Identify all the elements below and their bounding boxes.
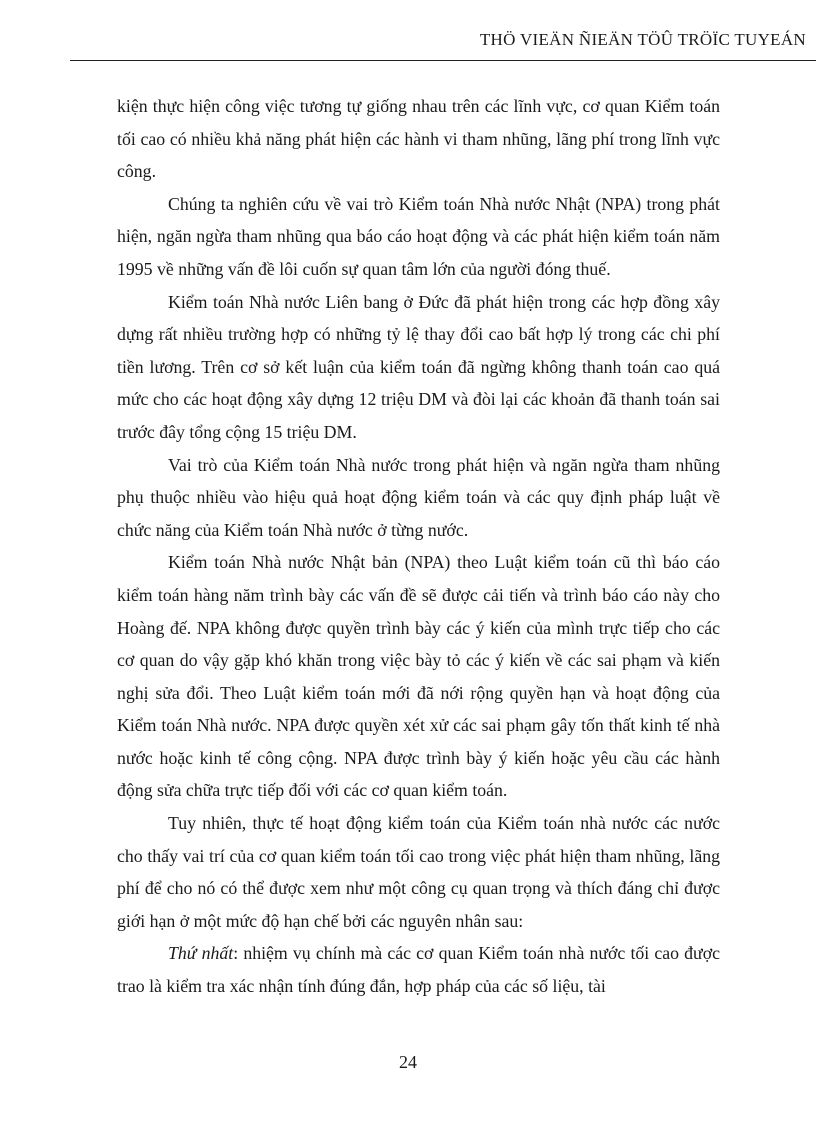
paragraph: Vai trò của Kiểm toán Nhà nước trong phát hiện và ngăn ngừa tham nhũng phụ thuộc nhiều vào hiệu quả hoạt động kiểm toán và các quy định pháp luật về chức năng của Kiểm toán Nhà nước ở từng nước. bbox=[117, 454, 720, 540]
paragraph: Kiểm toán Nhà nước Liên bang ở Đức đã phát hiện trong các hợp đồng xây dựng rất nhiều trường hợp có những tỷ lệ thay đổi cao bất hợp lý trong các chi phí tiền lương. Trên cơ sở kết luận của kiểm toán đã ngừng không thanh toán cao quá mức cho các hoạt động xây dựng 12 triệu DM và đòi lại các khoản đã thanh toán sai trước đây tổng cộng 15 triệu DM. bbox=[117, 291, 720, 442]
paragraph-lead: Thứ nhất bbox=[168, 943, 234, 964]
paragraph: Chúng ta nghiên cứu về vai trò Kiểm toán Nhà nước Nhật (NPA) trong phát hiện, ngăn ngừa tham nhũng qua báo cáo hoạt động và các phát hiện kiểm toán năm 1995 về những vấn đề lôi cuốn sự quan tâm lớn của người đóng thuế. bbox=[117, 193, 720, 279]
body-text bbox=[117, 90, 720, 1003]
paragraph-text: : nhiệm vụ chính mà các cơ quan Kiểm toán nhà nước tối cao được trao là kiểm tra xác nhận tính đúng đắn, hợp pháp của các số liệu, tài bbox=[117, 943, 720, 997]
page-header: THÖ VIEÄN ÑIEÄN TÖÛ TRÖÏC TUYEÁN bbox=[479, 30, 806, 49]
header-divider bbox=[70, 60, 816, 61]
paragraph: kiện thực hiện công việc tương tự giống nhau trên các lĩnh vực, cơ quan Kiểm toán tối cao có nhiều khả năng phát hiện các hành vi tham nhũng, lãng phí trong lĩnh vực công. bbox=[117, 96, 720, 182]
page-number: 24 bbox=[399, 1052, 417, 1072]
paragraph bbox=[117, 937, 720, 1002]
paragraph: Kiểm toán Nhà nước Nhật bản (NPA) theo Luật kiểm toán cũ thì báo cáo kiểm toán hàng năm trình bày các vấn đề sẽ được cải tiến và trình báo cáo này cho Hoàng đế. NPA không được quyền trình bày các ý kiến của mình trực tiếp cho các cơ quan do vậy gặp khó khăn trong việc bày tỏ các ý kiến về các sai phạm và kiến nghị sửa đổi. Theo Luật kiểm toán mới đã nới rộng quyền hạn và hoạt động của Kiểm toán Nhà nước. NPA được quyền xét xử các sai phạm gây tốn thất kinh tế nhà nước hoặc kinh tế công cộng. NPA được trình bày ý kiến hoặc yêu cầu các hành động sửa chữa trực tiếp đối với các cơ quan kiểm toán. bbox=[117, 552, 720, 801]
paragraph: Tuy nhiên, thực tế hoạt động kiểm toán của Kiểm toán nhà nước các nước cho thấy vai trí của cơ quan kiểm toán tối cao trong việc phát hiện tham nhũng, lãng phí để cho nó có thể được xem như một công cụ quan trọng và thích đáng chỉ được giới hạn ở một mức độ hạn chế bởi các nguyên nhân sau: bbox=[117, 813, 720, 931]
